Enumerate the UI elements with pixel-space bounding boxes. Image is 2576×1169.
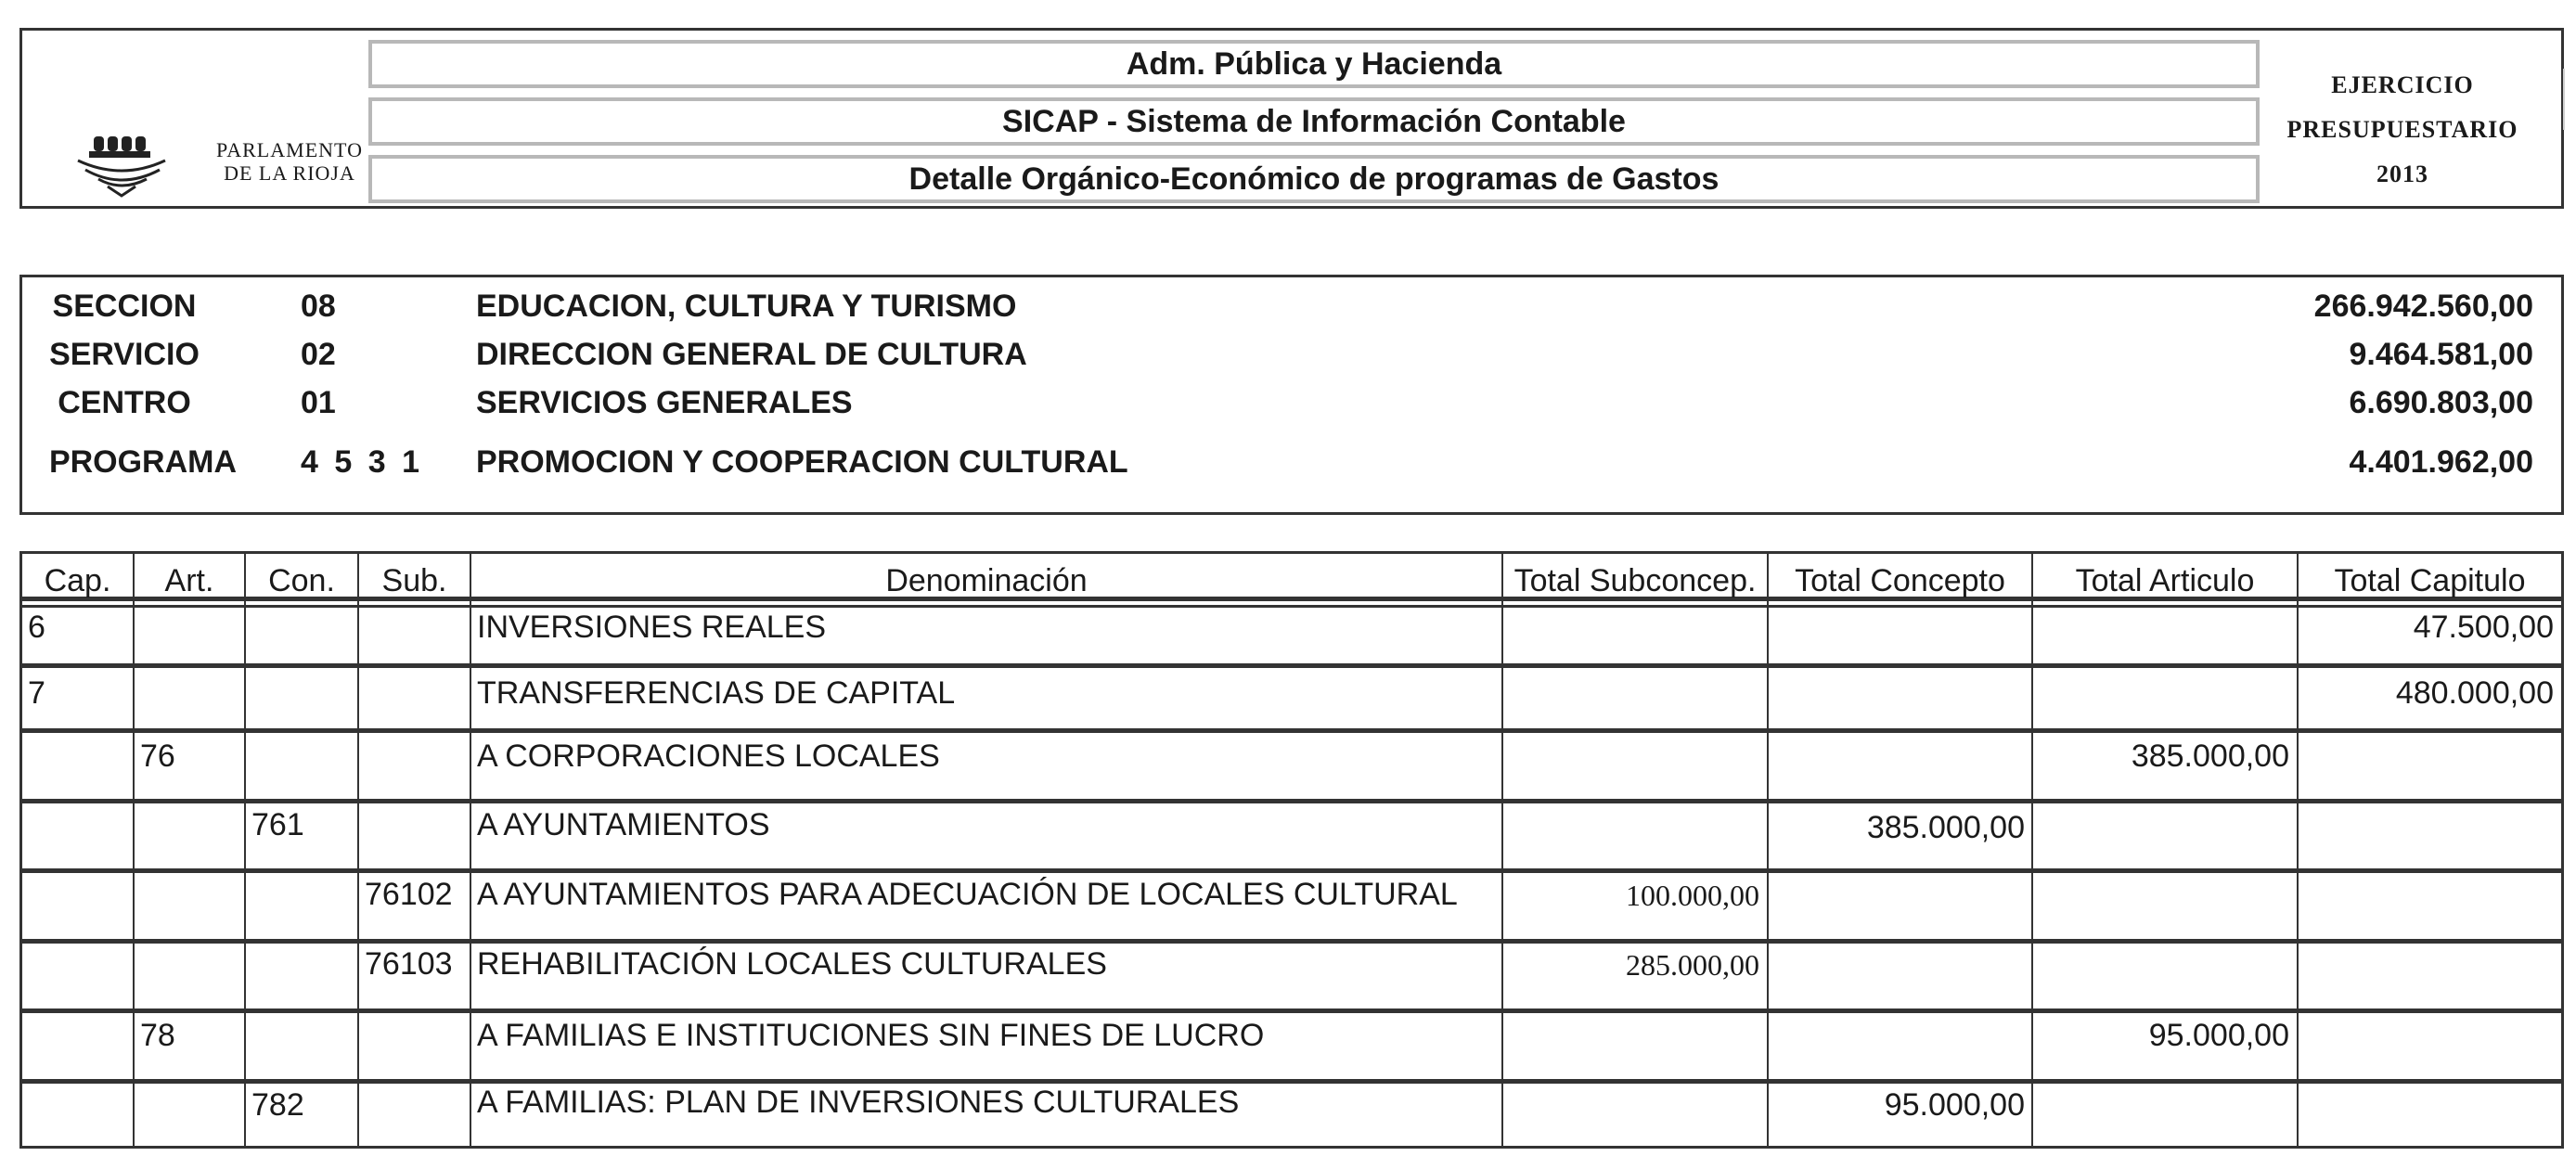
budget-summary bbox=[19, 275, 2564, 515]
row-separator bbox=[22, 728, 2561, 733]
column-header-con: Con. bbox=[268, 563, 335, 598]
cell-art: 76 bbox=[140, 739, 175, 774]
parliament-name bbox=[197, 138, 382, 185]
fiscal-year-label-2: PRESUPUESTARIO bbox=[2286, 116, 2518, 143]
cell-denominacion: A FAMILIAS: PLAN DE INVERSIONES CULTURALES bbox=[477, 1085, 1240, 1120]
summary-label: SERVICIO bbox=[49, 337, 200, 372]
cell-denominacion: A AYUNTAMIENTOS PARA ADECUACIÓN DE LOCALES CULTURAL bbox=[477, 877, 1458, 912]
header-title-system: SICAP - Sistema de Información Contable bbox=[368, 97, 2260, 146]
cell-con: 761 bbox=[251, 807, 304, 842]
header-divider bbox=[2563, 69, 2565, 130]
fiscal-year-block bbox=[2268, 63, 2537, 197]
summary-name: PROMOCION Y COOPERACION CULTURAL bbox=[476, 444, 1128, 480]
summary-code: 4 5 3 1 bbox=[301, 444, 419, 480]
cell-total-concepto: 385.000,00 bbox=[1866, 810, 2025, 845]
logo-line-2: DE LA RIOJA bbox=[224, 161, 355, 185]
summary-code: 02 bbox=[301, 337, 336, 372]
cell-total-subconcepto: 285.000,00 bbox=[1626, 948, 1759, 982]
cell-sub: 76102 bbox=[365, 877, 453, 912]
summary-amount: 266.942.560,00 bbox=[2313, 289, 2533, 324]
summary-amount: 6.690.803,00 bbox=[2349, 385, 2533, 420]
summary-row-servicio bbox=[22, 337, 2561, 383]
column-header-total-subconcepto: Total Subconcep. bbox=[1513, 563, 1757, 598]
cell-total-articulo: 95.000,00 bbox=[2148, 1018, 2289, 1053]
grid-line bbox=[1767, 554, 1769, 1146]
cell-total-capitulo: 47.500,00 bbox=[2413, 610, 2554, 645]
grid-line bbox=[2031, 554, 2033, 1146]
expense-detail-table bbox=[19, 551, 2564, 1149]
header-title-report: Detalle Orgánico-Económico de programas de Gastos bbox=[368, 155, 2260, 203]
fiscal-year-value: 2013 bbox=[2376, 161, 2428, 187]
summary-label: PROGRAMA bbox=[48, 444, 238, 480]
cell-total-articulo: 385.000,00 bbox=[2131, 739, 2289, 774]
grid-line bbox=[470, 554, 471, 1146]
row-separator bbox=[22, 799, 2561, 803]
cell-denominacion: INVERSIONES REALES bbox=[477, 610, 827, 645]
summary-name: DIRECCION GENERAL DE CULTURA bbox=[476, 337, 1027, 372]
grid-line bbox=[1501, 554, 1503, 1146]
grid-line bbox=[357, 554, 359, 1146]
header-title-department: Adm. Pública y Hacienda bbox=[368, 40, 2260, 88]
row-separator bbox=[22, 1079, 2561, 1084]
column-header-total-articulo: Total Articulo bbox=[2075, 563, 2255, 598]
cell-cap: 6 bbox=[28, 610, 45, 645]
summary-row-seccion bbox=[22, 289, 2561, 335]
header-separator bbox=[22, 605, 2561, 608]
cell-total-concepto: 95.000,00 bbox=[1884, 1087, 2025, 1123]
summary-amount: 4.401.962,00 bbox=[2349, 444, 2533, 480]
column-header-cap: Cap. bbox=[44, 563, 111, 598]
column-header-denominacion: Denominación bbox=[885, 563, 1088, 598]
summary-code: 01 bbox=[301, 385, 336, 420]
parliament-logo bbox=[50, 58, 366, 188]
column-header-art: Art. bbox=[164, 563, 214, 598]
summary-name: EDUCACION, CULTURA Y TURISMO bbox=[476, 289, 1017, 324]
cell-total-capitulo: 480.000,00 bbox=[2395, 675, 2554, 711]
cell-denominacion: A AYUNTAMIENTOS bbox=[477, 807, 770, 842]
cell-sub: 76103 bbox=[365, 946, 453, 982]
cell-cap: 7 bbox=[28, 675, 45, 711]
cell-total-subconcepto: 100.000,00 bbox=[1626, 879, 1759, 912]
cell-denominacion: A FAMILIAS E INSTITUCIONES SIN FINES DE LUCRO bbox=[477, 1018, 1265, 1053]
cell-art: 78 bbox=[140, 1018, 175, 1053]
cell-denominacion: REHABILITACIÓN LOCALES CULTURALES bbox=[477, 946, 1107, 982]
cell-denominacion: A CORPORACIONES LOCALES bbox=[477, 739, 940, 774]
summary-label: SECCION bbox=[52, 289, 197, 324]
cell-denominacion: TRANSFERENCIAS DE CAPITAL bbox=[477, 675, 956, 711]
row-separator bbox=[22, 1008, 2561, 1013]
grid-line bbox=[2297, 554, 2299, 1146]
summary-amount: 9.464.581,00 bbox=[2349, 337, 2533, 372]
parliament-emblem-icon bbox=[71, 133, 182, 207]
summary-name: SERVICIOS GENERALES bbox=[476, 385, 853, 420]
summary-row-centro bbox=[22, 385, 2561, 431]
grid-line bbox=[133, 554, 135, 1146]
grid-line bbox=[244, 554, 246, 1146]
summary-row-programa bbox=[22, 444, 2561, 491]
summary-code: 08 bbox=[301, 289, 336, 324]
summary-label: CENTRO bbox=[58, 385, 191, 420]
row-separator bbox=[22, 663, 2561, 668]
logo-line-1: PARLAMENTO bbox=[216, 138, 363, 161]
cell-con: 782 bbox=[251, 1087, 304, 1123]
row-separator bbox=[22, 868, 2561, 873]
report-header bbox=[19, 28, 2564, 209]
column-header-total-concepto: Total Concepto bbox=[1795, 563, 2005, 598]
fiscal-year-label-1: EJERCICIO bbox=[2331, 71, 2474, 98]
column-header-sub: Sub. bbox=[381, 563, 447, 598]
column-header-total-capitulo: Total Capitulo bbox=[2334, 563, 2526, 598]
row-separator bbox=[22, 939, 2561, 944]
